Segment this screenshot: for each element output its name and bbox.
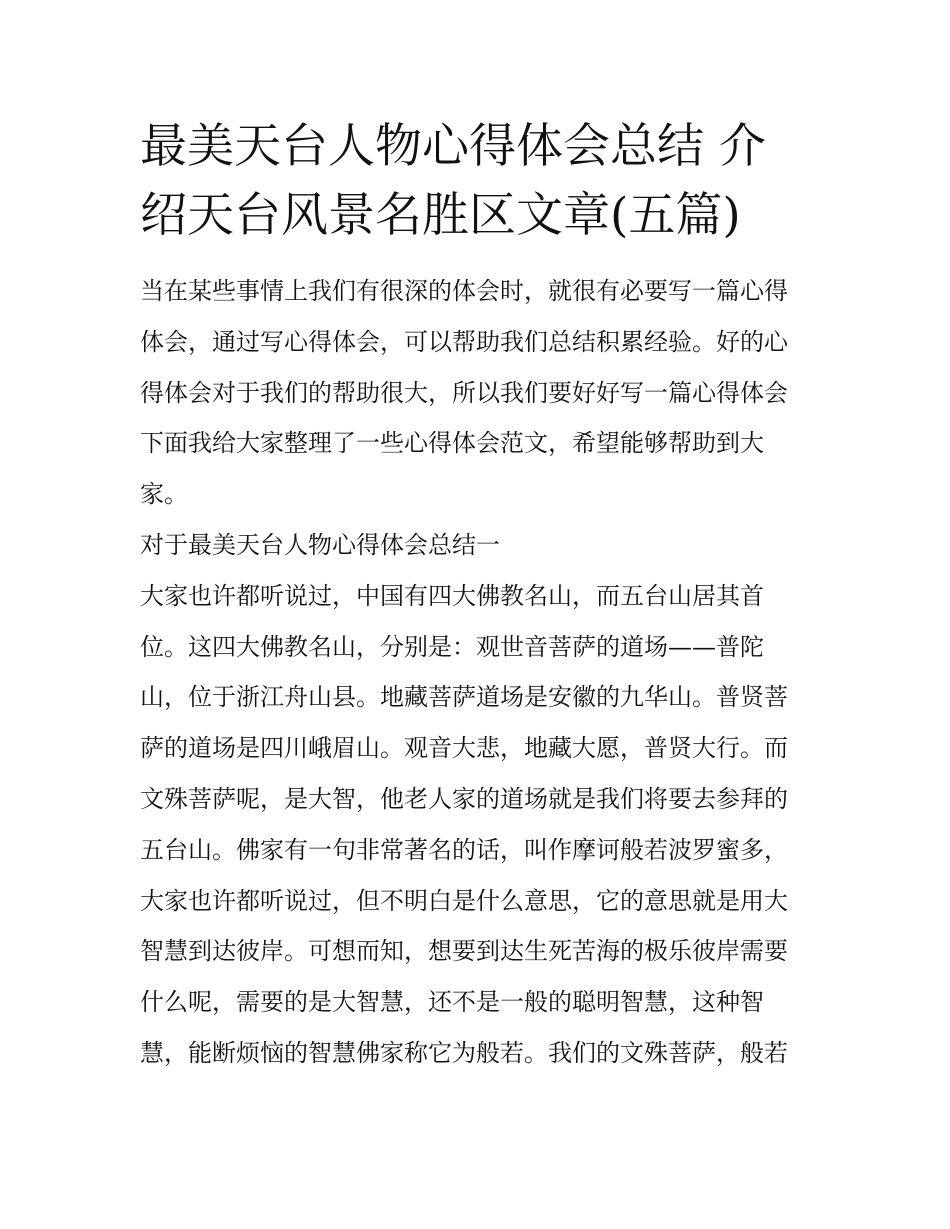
title-line-2: 绍天台风景名胜区文章(五篇) bbox=[140, 188, 741, 243]
body-line-3: 山，位于浙江舟山县。地藏菩萨道场是安徽的九华山。普贤菩 bbox=[140, 683, 788, 712]
document-page bbox=[140, 112, 812, 1079]
document-title bbox=[140, 112, 812, 250]
title-line-1: 最美天台人物心得体会总结 介 bbox=[140, 119, 766, 174]
intro-line-1: 当在某些事情上我们有很深的体会时，就很有必要写一篇心得 bbox=[140, 277, 788, 305]
intro-line-5: 家。 bbox=[140, 480, 188, 509]
intro-line-3: 得体会对于我们的帮助很大，所以我们要好好写一篇心得体会 bbox=[140, 378, 788, 407]
body-line-2: 位。这四大佛教名山，分别是：观世音菩萨的道场——普陀 bbox=[140, 632, 764, 661]
body-line-6: 五台山。佛家有一句非常著名的话，叫作摩诃般若波罗蜜多， bbox=[140, 835, 788, 864]
body-paragraph bbox=[140, 571, 820, 1079]
intro-line-4: 下面我给大家整理了一些心得体会范文，希望能够帮助到大 bbox=[140, 429, 764, 458]
section-heading: 对于最美天台人物心得体会总结一 bbox=[140, 530, 500, 559]
intro-paragraph bbox=[140, 266, 820, 520]
body-line-4: 萨的道场是四川峨眉山。观音大悲，地藏大愿，普贤大行。而 bbox=[140, 734, 788, 763]
body-line-7: 大家也许都听说过，但不明白是什么意思，它的意思就是用大 bbox=[140, 886, 788, 915]
intro-line-2: 体会，通过写心得体会，可以帮助我们总结积累经验。好的心 bbox=[140, 327, 788, 356]
body-line-1: 大家也许都听说过，中国有四大佛教名山，而五台山居其首 bbox=[140, 581, 764, 610]
body-line-5: 文殊菩萨呢，是大智，他老人家的道场就是我们将要去参拜的 bbox=[140, 784, 788, 813]
body-line-10: 慧，能断烦恼的智慧佛家称它为般若。我们的文殊菩萨，般若 bbox=[140, 1038, 788, 1067]
body-line-8: 智慧到达彼岸。可想而知，想要到达生死苦海的极乐彼岸需要 bbox=[140, 937, 788, 966]
body-line-9: 什么呢，需要的是大智慧，还不是一般的聪明智慧，这种智 bbox=[140, 988, 764, 1017]
